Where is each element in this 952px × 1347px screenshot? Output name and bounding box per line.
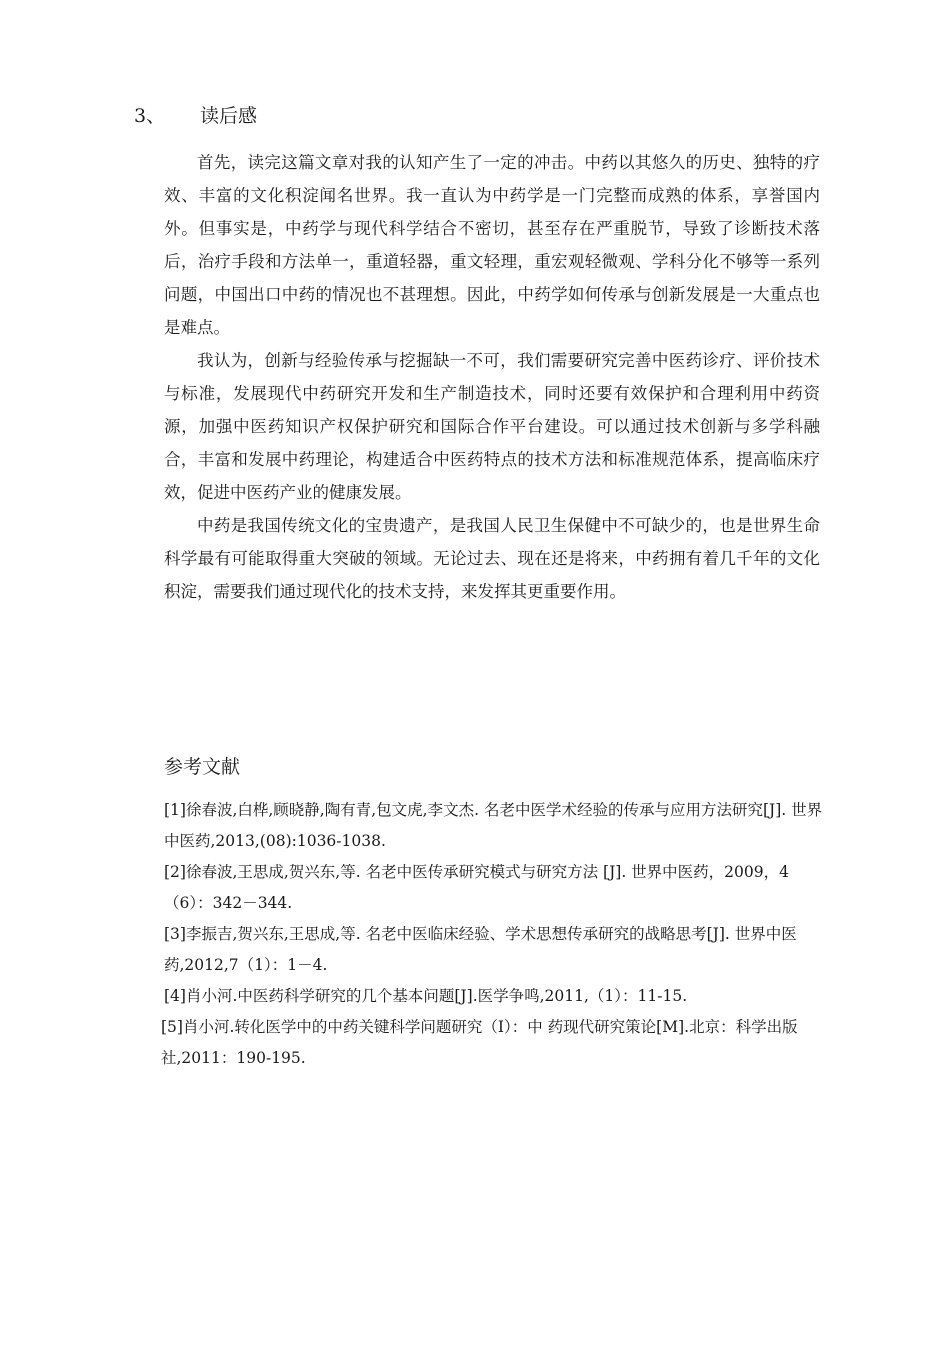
section-number: 3、 bbox=[134, 105, 166, 127]
references-list bbox=[161, 795, 824, 1074]
reference-item: [3]李振吉,贺兴东,王思成,等. 名老中医临床经验、学术思想传承研究的战略思考[J]. 世界中医药,2012,7（1）：1－4. bbox=[164, 925, 797, 974]
paragraph: 中药是我国传统文化的宝贵遗产，是我国人民卫生保健中不可缺少的，也是世界生命科学最有可能取得重大突破的领域。无论过去、现在还是将来，中药拥有着几千年的文化积淀，需要我们通过现代化的技术支持，来发挥其更重要作用。 bbox=[164, 516, 820, 601]
body-text bbox=[164, 146, 820, 608]
references-heading: 参考文献 bbox=[164, 756, 241, 778]
reference-item: [2]徐春波,王思成,贺兴东,等. 名老中医传承研究模式与研究方法 [J]. 世界中医药，2009，4（6）：342－344. bbox=[164, 863, 789, 912]
section-title: 读后感 bbox=[200, 105, 258, 127]
paragraph: 我认为，创新与经验传承与挖掘缺一不可，我们需要研究完善中医药诊疗、评价技术与标准，发展现代中药研究开发和生产制造技术，同时还要有效保护和合理利用中药资源，加强中医药知识产权保护研究和国际合作平台建设。可以通过技术创新与多学科融合，丰富和发展中药理论，构建适合中医药特点的技术方法和标准规范体系，提高临床疗效，促进中医药产业的健康发展。 bbox=[164, 351, 820, 502]
section-heading bbox=[134, 103, 257, 129]
reference-item: [5]肖小河.转化医学中的中药关键科学问题研究（I）：中 药现代研究策论[M].北京：科学出版社,2011：190-195. bbox=[161, 1018, 798, 1067]
paragraph: 首先，读完这篇文章对我的认知产生了一定的冲击。中药以其悠久的历史、独特的疗效、丰富的文化积淀闻名世界。我一直认为中药学是一门完整而成熟的体系，享誉国内外。但事实是，中药学与现代科学结合不密切，甚至存在严重脱节，导致了诊断技术落后，治疗手段和方法单一，重道轻器，重文轻理，重宏观轻微观、学科分化不够等一系列问题，中国出口中药的情况也不甚理想。因此，中药学如何传承与创新发展是一大重点也是难点。 bbox=[164, 153, 820, 337]
reference-item: [1]徐春波,白桦,顾晓静,陶有青,包文虎,李文杰. 名老中医学术经验的传承与应用方法研究[J]. 世界中医药,2013,(08):1036-1038. bbox=[164, 801, 823, 850]
reference-item: [4]肖小河.中医药科学研究的几个基本问题[J].医学争鸣,2011,（1）：11-15. bbox=[164, 987, 688, 1005]
